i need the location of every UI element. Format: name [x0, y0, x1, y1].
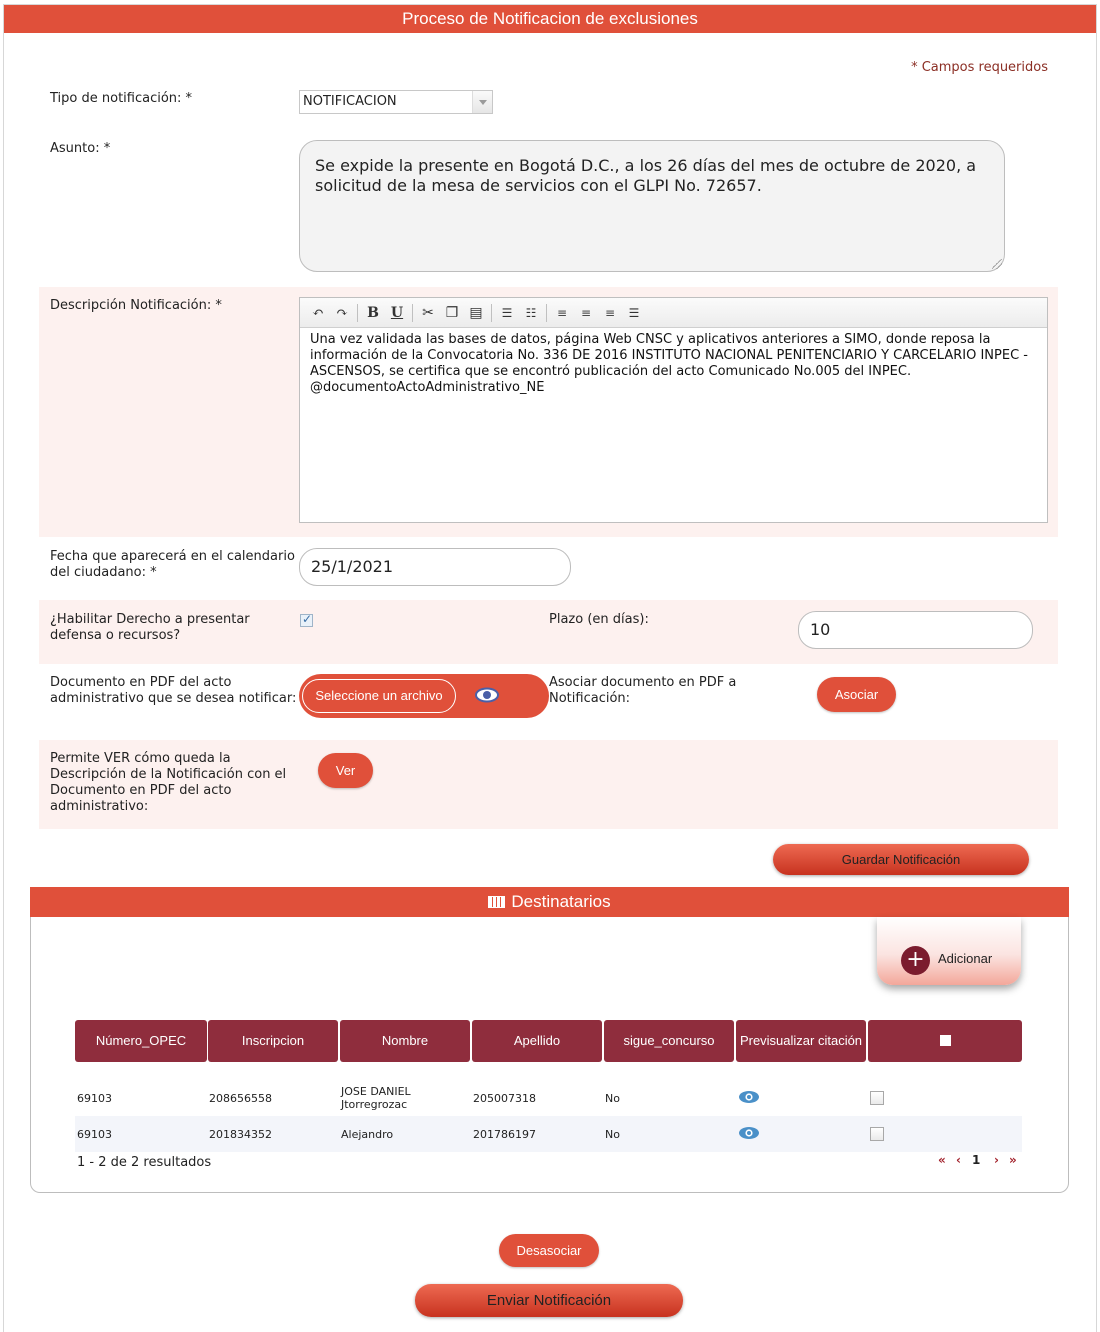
- fecha-label-line: Fecha que aparecerá en el calendario: [50, 549, 295, 564]
- fecha-label-line: del ciudadano: *: [50, 565, 157, 580]
- ver-label-line: administrativo:: [50, 799, 149, 814]
- asunto-textarea[interactable]: [299, 140, 1005, 272]
- copy-icon[interactable]: ❐: [445, 304, 459, 321]
- tipo-label: Tipo de notificación: *: [50, 91, 193, 106]
- cell-nombre: Alejandro: [341, 1128, 394, 1141]
- underline-icon[interactable]: U: [390, 304, 404, 321]
- select-file-button[interactable]: Seleccione un archivo: [302, 679, 456, 713]
- redo-icon[interactable]: ↷: [336, 304, 348, 321]
- cell-sigue: No: [605, 1128, 620, 1141]
- paste-icon[interactable]: ▤: [469, 304, 483, 321]
- page-title: Proceso de Notificacion de exclusiones: [4, 5, 1096, 33]
- descripcion-label: Descripción Notificación: *: [50, 298, 222, 313]
- cut-icon[interactable]: ✂: [422, 304, 434, 321]
- toolbar-divider: [357, 304, 358, 322]
- editor-line: Una vez validada las bases de datos, página Web CNSC y aplicativos anteriores a SIMO, donde reposa la: [310, 332, 991, 347]
- desasociar-button[interactable]: Desasociar: [499, 1234, 599, 1267]
- column-header-nombre[interactable]: Nombre: [340, 1020, 470, 1062]
- asociar-button[interactable]: Asociar: [817, 677, 896, 712]
- table-icon: [488, 896, 505, 908]
- toolbar-divider: [412, 304, 413, 322]
- last-page-button[interactable]: »: [1009, 1153, 1017, 1167]
- resize-grip-icon[interactable]: [992, 259, 1002, 269]
- tipo-select-value: NOTIFICACION: [303, 94, 397, 109]
- asunto-label: Asunto: *: [50, 141, 111, 156]
- file-upload-group: [299, 674, 549, 718]
- first-page-button[interactable]: «: [938, 1153, 946, 1167]
- eye-icon[interactable]: [475, 687, 499, 703]
- cell-nombre-line: Jtorregrozac: [341, 1098, 408, 1111]
- adicionar-label: Adicionar: [938, 951, 993, 966]
- asociar-label-line: Asociar documento en PDF a: [549, 675, 737, 690]
- bold-icon[interactable]: B: [367, 304, 379, 321]
- select-all-checkbox[interactable]: [940, 1035, 951, 1046]
- cell-opec: 69103: [77, 1128, 112, 1141]
- cell-apellido: 205007318: [473, 1092, 536, 1105]
- plus-icon[interactable]: +: [901, 946, 930, 975]
- editor-content[interactable]: [300, 328, 1047, 400]
- destinatarios-header: [30, 887, 1069, 917]
- editor-line: @documentoActoAdministrativo_NE: [310, 380, 545, 395]
- align-left-icon[interactable]: ≡: [556, 305, 568, 320]
- habilitar-checkbox[interactable]: [300, 614, 313, 627]
- cell-inscripcion: 208656558: [209, 1092, 272, 1105]
- plazo-label: Plazo (en días):: [549, 612, 649, 627]
- adicionar-button[interactable]: [877, 917, 1021, 985]
- toolbar-divider: [491, 304, 492, 322]
- justify-icon[interactable]: ☰: [628, 305, 640, 320]
- eye-icon[interactable]: [738, 1126, 760, 1140]
- editor-line: información de la Convocatoria No. 336 DE 2016 INSTITUTO NACIONAL PENITENCIARIO Y CARCELARIO INPEC -: [310, 348, 1028, 363]
- ver-label-line: Permite VER cómo queda la: [50, 751, 231, 766]
- prev-page-button[interactable]: ‹: [956, 1153, 961, 1167]
- guardar-button[interactable]: Guardar Notificación: [773, 844, 1029, 875]
- tipo-select[interactable]: [299, 90, 493, 114]
- align-right-icon[interactable]: ≡: [580, 305, 592, 320]
- asociar-label-line: Notificación:: [549, 691, 631, 706]
- row-checkbox[interactable]: [870, 1127, 884, 1141]
- toolbar-divider: [546, 304, 547, 322]
- next-page-button[interactable]: ›: [994, 1153, 999, 1167]
- column-header-select-all[interactable]: [868, 1020, 1022, 1062]
- cell-opec: 69103: [77, 1092, 112, 1105]
- fecha-label: [50, 549, 295, 581]
- row-checkbox[interactable]: [870, 1091, 884, 1105]
- eye-icon[interactable]: [738, 1090, 760, 1104]
- align-center-icon[interactable]: ≡: [604, 305, 616, 320]
- pdf-label: [50, 675, 296, 707]
- habilitar-label-line: ¿Habilitar Derecho a presentar: [50, 612, 250, 627]
- unordered-list-icon[interactable]: ☷: [525, 305, 537, 320]
- cell-nombre-line: JOSE DANIEL: [341, 1085, 411, 1098]
- cell-nombre: [341, 1085, 411, 1111]
- ordered-list-icon[interactable]: ☰: [501, 305, 513, 320]
- ver-button[interactable]: Ver: [318, 753, 373, 788]
- cell-sigue: No: [605, 1092, 620, 1105]
- habilitar-label-line: defensa o recursos?: [50, 628, 181, 643]
- ver-label-line: Documento en PDF del acto: [50, 783, 232, 798]
- habilitar-label: [50, 612, 250, 644]
- chevron-down-icon[interactable]: [472, 91, 492, 113]
- rich-text-editor[interactable]: [299, 297, 1048, 523]
- fecha-input[interactable]: 25/1/2021: [299, 548, 571, 586]
- undo-icon[interactable]: ↶: [312, 304, 324, 321]
- editor-toolbar: [300, 298, 1047, 328]
- pdf-label-line: Documento en PDF del acto: [50, 675, 232, 690]
- current-page[interactable]: 1: [972, 1153, 981, 1167]
- asociar-label: [549, 675, 736, 707]
- cell-apellido: 201786197: [473, 1128, 536, 1141]
- column-header-inscripcion[interactable]: Inscripcion: [208, 1020, 338, 1062]
- ver-label-line: Descripción de la Notificación con el: [50, 767, 287, 782]
- ver-label: [50, 751, 286, 815]
- required-note: * Campos requeridos: [911, 60, 1048, 75]
- results-count: 1 - 2 de 2 resultados: [77, 1155, 212, 1170]
- column-header-apellido[interactable]: Apellido: [472, 1020, 602, 1062]
- column-header-previsualizar[interactable]: Previsualizar citación: [736, 1020, 866, 1062]
- asunto-text: Se expide la presente en Bogotá D.C., a los 26 días del mes de octubre de 2020, a solicitud de la mesa de servicios con el GLPI No. 72657.: [315, 156, 977, 195]
- editor-line: ASCENSOS, se certifica que se encontró publicación del acto Comunicado No.005 del INPEC.: [310, 364, 912, 379]
- enviar-button[interactable]: Enviar Notificación: [415, 1284, 683, 1317]
- plazo-input[interactable]: 10: [798, 611, 1033, 649]
- column-header-sigue[interactable]: sigue_concurso: [604, 1020, 734, 1062]
- column-header-opec[interactable]: Número_OPEC: [75, 1020, 207, 1062]
- cell-inscripcion: 201834352: [209, 1128, 272, 1141]
- destinatarios-title: Destinatarios: [511, 892, 611, 911]
- pdf-label-line: administrativo que se desea notificar:: [50, 691, 297, 706]
